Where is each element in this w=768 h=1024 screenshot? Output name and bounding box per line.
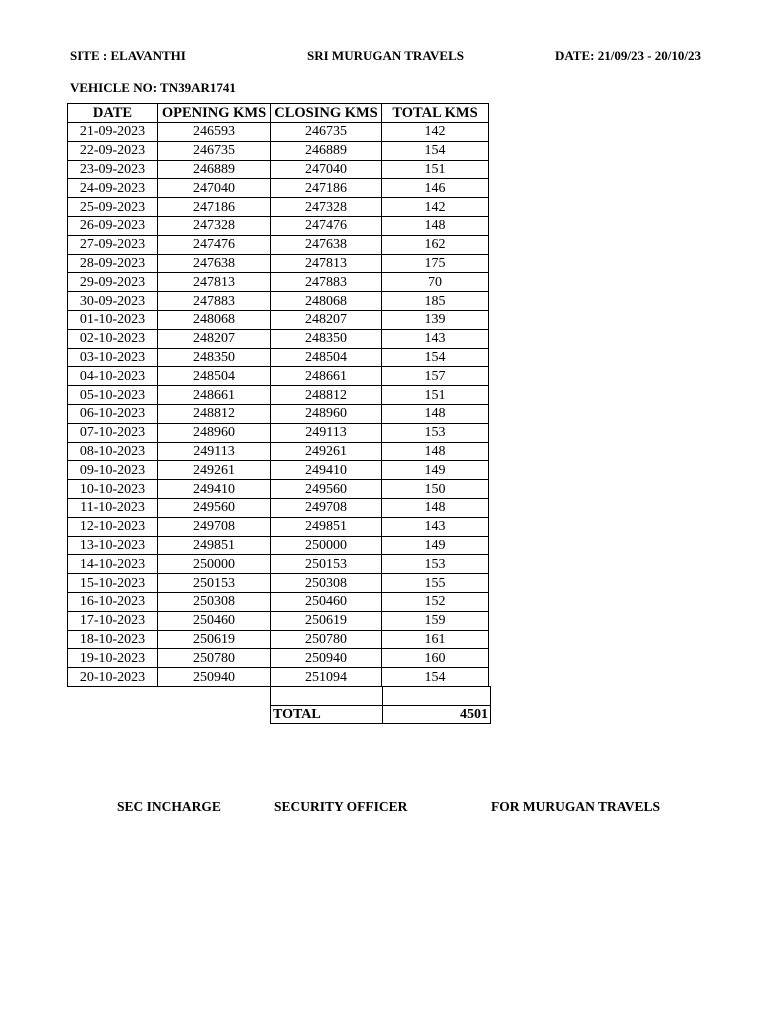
cell-total-kms: 150 (382, 480, 489, 499)
cell-date: 11-10-2023 (68, 498, 158, 517)
cell-total-kms: 159 (382, 611, 489, 630)
cell-date: 27-09-2023 (68, 235, 158, 254)
cell-opening-kms: 248661 (158, 386, 271, 405)
cell-opening-kms: 249113 (158, 442, 271, 461)
spacer-cell (271, 687, 383, 706)
company-name: SRI MURUGAN TRAVELS (307, 48, 464, 63)
cell-total-kms: 148 (382, 442, 489, 461)
cell-date: 07-10-2023 (68, 423, 158, 442)
cell-opening-kms: 249560 (158, 498, 271, 517)
cell-closing-kms: 247328 (271, 198, 382, 217)
cell-opening-kms: 249261 (158, 461, 271, 480)
cell-date: 15-10-2023 (68, 574, 158, 593)
total-table (270, 686, 491, 724)
cell-opening-kms: 250308 (158, 592, 271, 611)
cell-closing-kms: 247883 (271, 273, 382, 292)
cell-date: 26-09-2023 (68, 216, 158, 235)
cell-closing-kms: 247476 (271, 216, 382, 235)
cell-total-kms: 149 (382, 536, 489, 555)
cell-opening-kms: 249708 (158, 517, 271, 536)
cell-date: 29-09-2023 (68, 273, 158, 292)
cell-closing-kms: 248504 (271, 348, 382, 367)
table-row (68, 310, 489, 329)
cell-closing-kms: 250000 (271, 536, 382, 555)
cell-date: 13-10-2023 (68, 536, 158, 555)
table-row (68, 480, 489, 499)
cell-closing-kms: 249113 (271, 423, 382, 442)
cell-closing-kms: 250619 (271, 611, 382, 630)
cell-closing-kms: 247186 (271, 179, 382, 198)
cell-date: 10-10-2023 (68, 480, 158, 499)
cell-closing-kms: 247638 (271, 235, 382, 254)
cell-date: 24-09-2023 (68, 179, 158, 198)
cell-total-kms: 151 (382, 386, 489, 405)
total-value: 4501 (383, 705, 491, 724)
column-header-closing-kms: CLOSING KMS (271, 104, 382, 123)
cell-date: 30-09-2023 (68, 292, 158, 311)
column-header-opening-kms: OPENING KMS (158, 104, 271, 123)
cell-date: 08-10-2023 (68, 442, 158, 461)
cell-closing-kms: 249708 (271, 498, 382, 517)
cell-closing-kms: 251094 (271, 668, 382, 687)
cell-opening-kms: 248207 (158, 329, 271, 348)
cell-date: 02-10-2023 (68, 329, 158, 348)
cell-closing-kms: 248812 (271, 386, 382, 405)
cell-closing-kms: 248068 (271, 292, 382, 311)
cell-total-kms: 162 (382, 235, 489, 254)
table-row (68, 216, 489, 235)
cell-date: 06-10-2023 (68, 404, 158, 423)
table-row (68, 160, 489, 179)
cell-date: 23-09-2023 (68, 160, 158, 179)
cell-closing-kms: 250460 (271, 592, 382, 611)
cell-total-kms: 153 (382, 555, 489, 574)
cell-closing-kms: 250940 (271, 649, 382, 668)
cell-closing-kms: 248661 (271, 367, 382, 386)
cell-date: 14-10-2023 (68, 555, 158, 574)
cell-opening-kms: 249851 (158, 536, 271, 555)
cell-opening-kms: 247638 (158, 254, 271, 273)
table-row (68, 498, 489, 517)
cell-opening-kms: 250780 (158, 649, 271, 668)
cell-opening-kms: 246889 (158, 160, 271, 179)
table-row (68, 235, 489, 254)
cell-total-kms: 154 (382, 348, 489, 367)
cell-date: 09-10-2023 (68, 461, 158, 480)
cell-closing-kms: 248350 (271, 329, 382, 348)
cell-opening-kms: 246735 (158, 141, 271, 160)
signature-security-officer: SECURITY OFFICER (274, 799, 408, 814)
table-row (68, 592, 489, 611)
cell-date: 12-10-2023 (68, 517, 158, 536)
cell-total-kms: 148 (382, 498, 489, 517)
table-row (68, 329, 489, 348)
table-row (68, 630, 489, 649)
cell-opening-kms: 246593 (158, 123, 271, 142)
total-row (271, 705, 491, 724)
cell-total-kms: 152 (382, 592, 489, 611)
cell-total-kms: 153 (382, 423, 489, 442)
cell-date: 05-10-2023 (68, 386, 158, 405)
table-row (68, 574, 489, 593)
table-row (68, 555, 489, 574)
table-row (68, 179, 489, 198)
cell-closing-kms: 250780 (271, 630, 382, 649)
cell-closing-kms: 250308 (271, 574, 382, 593)
table-row (68, 668, 489, 687)
cell-opening-kms: 250619 (158, 630, 271, 649)
cell-opening-kms: 247040 (158, 179, 271, 198)
cell-opening-kms: 250153 (158, 574, 271, 593)
cell-total-kms: 143 (382, 329, 489, 348)
cell-total-kms: 142 (382, 198, 489, 217)
cell-date: 18-10-2023 (68, 630, 158, 649)
cell-total-kms: 148 (382, 216, 489, 235)
cell-closing-kms: 246735 (271, 123, 382, 142)
table-row (68, 292, 489, 311)
column-header-total-kms: TOTAL KMS (382, 104, 489, 123)
cell-total-kms: 142 (382, 123, 489, 142)
table-row (68, 461, 489, 480)
table-row (68, 423, 489, 442)
cell-closing-kms: 249410 (271, 461, 382, 480)
spacer-cell (383, 687, 491, 706)
cell-total-kms: 143 (382, 517, 489, 536)
cell-closing-kms: 249261 (271, 442, 382, 461)
cell-opening-kms: 248812 (158, 404, 271, 423)
cell-total-kms: 149 (382, 461, 489, 480)
cell-total-kms: 161 (382, 630, 489, 649)
table-row (68, 536, 489, 555)
signature-sec-incharge: SEC INCHARGE (117, 799, 221, 814)
table-body (68, 123, 489, 687)
cell-total-kms: 151 (382, 160, 489, 179)
cell-date: 25-09-2023 (68, 198, 158, 217)
vehicle-number: VEHICLE NO: TN39AR1741 (70, 80, 236, 95)
cell-closing-kms: 250153 (271, 555, 382, 574)
cell-closing-kms: 248207 (271, 310, 382, 329)
cell-opening-kms: 250000 (158, 555, 271, 574)
cell-total-kms: 146 (382, 179, 489, 198)
cell-closing-kms: 246889 (271, 141, 382, 160)
cell-date: 17-10-2023 (68, 611, 158, 630)
table-row (68, 141, 489, 160)
table-row (68, 367, 489, 386)
cell-date: 21-09-2023 (68, 123, 158, 142)
cell-closing-kms: 249560 (271, 480, 382, 499)
table-row (68, 386, 489, 405)
cell-total-kms: 175 (382, 254, 489, 273)
signature-for-company: FOR MURUGAN TRAVELS (491, 799, 661, 814)
date-range: DATE: 21/09/23 - 20/10/23 (555, 48, 702, 63)
cell-total-kms: 154 (382, 668, 489, 687)
cell-opening-kms: 247476 (158, 235, 271, 254)
cell-opening-kms: 250940 (158, 668, 271, 687)
table-row (68, 517, 489, 536)
cell-total-kms: 154 (382, 141, 489, 160)
cell-closing-kms: 247040 (271, 160, 382, 179)
cell-date: 01-10-2023 (68, 310, 158, 329)
total-label: TOTAL (271, 705, 383, 724)
cell-opening-kms: 247328 (158, 216, 271, 235)
cell-total-kms: 155 (382, 574, 489, 593)
table-row (68, 442, 489, 461)
cell-closing-kms: 249851 (271, 517, 382, 536)
cell-opening-kms: 247186 (158, 198, 271, 217)
cell-opening-kms: 247813 (158, 273, 271, 292)
cell-opening-kms: 247883 (158, 292, 271, 311)
cell-date: 22-09-2023 (68, 141, 158, 160)
cell-total-kms: 160 (382, 649, 489, 668)
table-row (68, 348, 489, 367)
table-header-row (68, 104, 489, 123)
km-log-table (67, 103, 489, 687)
cell-date: 03-10-2023 (68, 348, 158, 367)
cell-opening-kms: 248504 (158, 367, 271, 386)
cell-total-kms: 148 (382, 404, 489, 423)
cell-date: 28-09-2023 (68, 254, 158, 273)
table-row (68, 404, 489, 423)
table-row (68, 649, 489, 668)
cell-total-kms: 185 (382, 292, 489, 311)
cell-closing-kms: 248960 (271, 404, 382, 423)
cell-opening-kms: 249410 (158, 480, 271, 499)
cell-opening-kms: 248068 (158, 310, 271, 329)
cell-date: 04-10-2023 (68, 367, 158, 386)
cell-closing-kms: 247813 (271, 254, 382, 273)
cell-date: 20-10-2023 (68, 668, 158, 687)
column-header-date: DATE (68, 104, 158, 123)
table-row (68, 198, 489, 217)
cell-date: 16-10-2023 (68, 592, 158, 611)
table-row (68, 254, 489, 273)
table-row (68, 273, 489, 292)
cell-opening-kms: 248960 (158, 423, 271, 442)
cell-opening-kms: 248350 (158, 348, 271, 367)
cell-date: 19-10-2023 (68, 649, 158, 668)
table-row (68, 123, 489, 142)
cell-opening-kms: 250460 (158, 611, 271, 630)
site-label: SITE : ELAVANTHI (70, 48, 186, 63)
cell-total-kms: 157 (382, 367, 489, 386)
total-spacer-row (271, 687, 491, 706)
cell-total-kms: 139 (382, 310, 489, 329)
cell-total-kms: 70 (382, 273, 489, 292)
table-row (68, 611, 489, 630)
